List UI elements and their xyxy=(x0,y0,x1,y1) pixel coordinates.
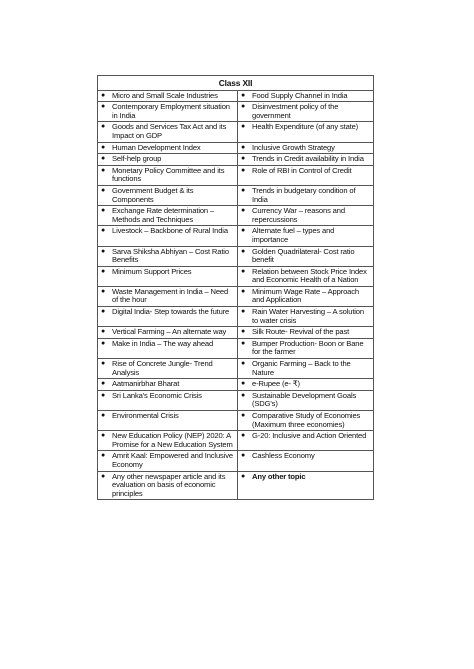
topic-cell xyxy=(98,286,238,306)
topic-cell xyxy=(98,165,238,185)
topic-cell xyxy=(238,431,374,451)
topic-cell xyxy=(238,185,374,205)
topic-text: Trends in Credit availability in India xyxy=(252,154,364,164)
bullet-icon: ● xyxy=(101,412,106,419)
topic-cell xyxy=(98,185,238,205)
bullet-icon: ● xyxy=(101,103,106,111)
topic-cell xyxy=(238,379,374,391)
bullet-icon: ● xyxy=(241,155,246,163)
topic-cell xyxy=(238,411,374,431)
bullet-icon: ● xyxy=(241,103,246,111)
table-row xyxy=(98,165,374,185)
topic-cell xyxy=(238,246,374,266)
table-row xyxy=(98,379,374,391)
table-row xyxy=(98,90,374,102)
bullet-icon: ● xyxy=(101,207,106,215)
table-row xyxy=(98,246,374,266)
topic-cell xyxy=(238,307,374,327)
topic-text: Relation between Stock Price Index and Economic Health of a Nation xyxy=(252,266,367,285)
topic-text: Currency War – reasons and repercussions xyxy=(252,206,345,224)
project-topics-table xyxy=(97,75,374,500)
topic-cell xyxy=(98,122,238,142)
topic-cell xyxy=(238,359,374,379)
topic-text: New Education Policy (NEP) 2020: A Promise for a New Education System xyxy=(112,431,233,449)
bullet-icon: ● xyxy=(101,123,106,131)
topic-cell xyxy=(98,154,238,166)
table-row xyxy=(98,471,374,500)
bullet-icon: ● xyxy=(101,391,106,399)
topic-cell xyxy=(98,90,238,102)
topic-text: Organic Farming – Back to the Nature xyxy=(252,359,351,377)
table-row xyxy=(98,102,374,122)
topic-text: G-20: Inclusive and Action Oriented xyxy=(252,431,367,441)
topic-text: Environmental Crisis xyxy=(112,411,179,420)
topic-text: Silk Route- Revival of the past xyxy=(252,327,350,337)
topic-text: Exchange Rate determination – Methods and Techniques xyxy=(112,206,215,224)
table-row xyxy=(98,226,374,246)
topic-text: Minimum Wage Rate – Approach and Application xyxy=(252,286,359,305)
bullet-icon: ● xyxy=(101,143,106,151)
topic-text: Human Development Index xyxy=(112,142,201,152)
topic-text: Alternate fuel – types and importance xyxy=(252,226,335,244)
bullet-icon: ● xyxy=(241,267,246,275)
table-row xyxy=(98,451,374,471)
bullet-icon: ● xyxy=(101,155,106,163)
topic-cell xyxy=(238,338,374,358)
topic-cell xyxy=(238,286,374,306)
bullet-icon: ● xyxy=(241,308,246,316)
bullet-icon: ● xyxy=(101,360,106,368)
bullet-icon: ● xyxy=(241,328,246,336)
topic-text: Livestock – Backbone of Rural India xyxy=(112,226,228,236)
topic-cell xyxy=(98,379,238,391)
bullet-icon: ● xyxy=(241,412,246,419)
topic-text: Minimum Support Prices xyxy=(112,266,192,276)
topic-text: Rise of Concrete Jungle- Trend Analysis xyxy=(112,359,213,377)
table-row xyxy=(98,185,374,205)
topic-text: Vertical Farming – An alternate way xyxy=(112,327,227,337)
topic-text: Health Expenditure (of any state) xyxy=(252,122,359,132)
table-row xyxy=(98,359,374,379)
table-row xyxy=(98,338,374,358)
bullet-icon: ● xyxy=(241,472,246,480)
topic-cell xyxy=(238,226,374,246)
bullet-icon: ● xyxy=(241,207,246,215)
topic-text: Micro and Small Scale Industries xyxy=(112,90,218,100)
table-row xyxy=(98,327,374,339)
topic-text: Digital India- Step towards the future xyxy=(112,307,230,317)
topic-text: Amrit Kaal: Empowered and Inclusive Economy xyxy=(112,451,233,469)
topic-cell xyxy=(98,359,238,379)
topic-text: Waste Management in India – Need of the hour xyxy=(112,286,229,305)
topic-cell xyxy=(238,471,374,500)
topic-cell xyxy=(98,226,238,246)
bullet-icon: ● xyxy=(241,391,246,399)
bullet-icon: ● xyxy=(241,380,246,388)
class-header: Class XII xyxy=(98,76,374,91)
topic-cell xyxy=(98,471,238,500)
table-row xyxy=(98,390,374,410)
bullet-icon: ● xyxy=(241,123,246,131)
topic-cell xyxy=(238,90,374,102)
topic-cell xyxy=(238,390,374,410)
topic-text: Disinvestment policy of the government xyxy=(252,102,339,120)
topic-cell xyxy=(238,206,374,226)
table-row xyxy=(98,286,374,306)
bullet-icon: ● xyxy=(101,186,106,194)
topic-cell xyxy=(238,102,374,122)
bullet-icon: ● xyxy=(101,91,106,99)
bullet-icon: ● xyxy=(101,227,106,235)
bullet-icon: ● xyxy=(101,247,106,255)
bullet-icon: ● xyxy=(241,247,246,255)
topic-cell xyxy=(98,451,238,471)
topic-text: Inclusive Growth Strategy xyxy=(252,142,335,152)
topic-cell xyxy=(238,122,374,142)
bullet-icon: ● xyxy=(101,452,106,460)
topic-text: Sri Lanka's Economic Crisis xyxy=(112,390,202,400)
topic-text: Trends in budgetary condition of India xyxy=(252,185,356,204)
topic-text: Cashless Economy xyxy=(252,451,315,461)
table-row xyxy=(98,154,374,166)
bullet-icon: ● xyxy=(241,186,246,194)
table-row xyxy=(98,206,374,226)
bullet-icon: ● xyxy=(241,227,246,235)
bullet-icon: ● xyxy=(101,432,106,440)
bullet-icon: ● xyxy=(101,472,106,480)
table-row xyxy=(98,411,374,431)
topic-text: Food Supply Channel in India xyxy=(252,90,348,100)
bullet-icon: ● xyxy=(241,339,246,347)
bullet-icon: ● xyxy=(241,452,246,460)
topic-cell xyxy=(238,142,374,154)
topic-text: Sarva Shiksha Abhiyan – Cost Ratio Benefits xyxy=(112,246,229,265)
bullet-icon: ● xyxy=(101,339,106,347)
topic-text: Sustainable Development Goals (SDG's) xyxy=(252,390,357,409)
topic-text: Golden Quadrilateral- Cost ratio benefit xyxy=(252,246,355,265)
topic-text: Goods and Services Tax Act and its Impact on GDP xyxy=(112,122,227,140)
topic-cell xyxy=(98,102,238,122)
table-row xyxy=(98,266,374,286)
table-row xyxy=(98,142,374,154)
bullet-icon: ● xyxy=(241,166,246,174)
topic-text: Any other topic xyxy=(252,471,306,481)
bullet-icon: ● xyxy=(101,380,106,388)
bullet-icon: ● xyxy=(101,166,106,174)
topic-cell xyxy=(98,266,238,286)
topic-text: Government Budget & its Components xyxy=(112,185,194,204)
topic-cell xyxy=(238,451,374,471)
topic-text: Comparative Study of Economies (Maximum three economies) xyxy=(252,411,361,429)
bullet-icon: ● xyxy=(101,267,106,275)
topic-cell xyxy=(98,142,238,154)
topic-cell xyxy=(238,327,374,339)
topic-cell xyxy=(238,266,374,286)
bullet-icon: ● xyxy=(241,91,246,99)
topic-cell xyxy=(98,338,238,358)
table-row xyxy=(98,122,374,142)
bullet-icon: ● xyxy=(101,308,106,316)
topic-text: Contemporary Employment situation in India xyxy=(112,102,230,120)
topic-text: Bumper Production- Boon or Bane for the farmer xyxy=(252,338,364,357)
topic-text: e-Rupee (e- ₹) xyxy=(252,379,300,389)
topic-text: Make in India – The way ahead xyxy=(112,338,214,348)
bullet-icon: ● xyxy=(241,432,246,440)
table-row xyxy=(98,431,374,451)
table-row xyxy=(98,307,374,327)
topic-cell xyxy=(238,165,374,185)
bullet-icon: ● xyxy=(241,287,246,295)
topic-cell xyxy=(98,206,238,226)
topic-text: Monetary Policy Committee and its functions xyxy=(112,165,225,184)
bullet-icon: ● xyxy=(101,328,106,336)
bullet-icon: ● xyxy=(241,143,246,151)
topics-body xyxy=(98,90,374,500)
topic-cell xyxy=(98,390,238,410)
topic-cell xyxy=(98,327,238,339)
bullet-icon: ● xyxy=(101,287,106,295)
topic-text: Role of RBI in Control of Credit xyxy=(252,165,352,175)
topic-text: Rain Water Harvesting – A solution to water crisis xyxy=(252,307,364,325)
topic-text: Any other newspaper article and its evaluation on basis of economic principles xyxy=(112,471,226,498)
topic-cell xyxy=(98,431,238,451)
topic-cell xyxy=(98,307,238,327)
topic-text: Aatmanirbhar Bharat xyxy=(112,379,180,389)
topic-cell xyxy=(238,154,374,166)
bullet-icon: ● xyxy=(241,360,246,368)
topic-cell xyxy=(98,246,238,266)
topic-cell xyxy=(98,411,238,431)
table-header-row xyxy=(98,76,374,91)
topic-text: Self-help group xyxy=(112,154,162,164)
